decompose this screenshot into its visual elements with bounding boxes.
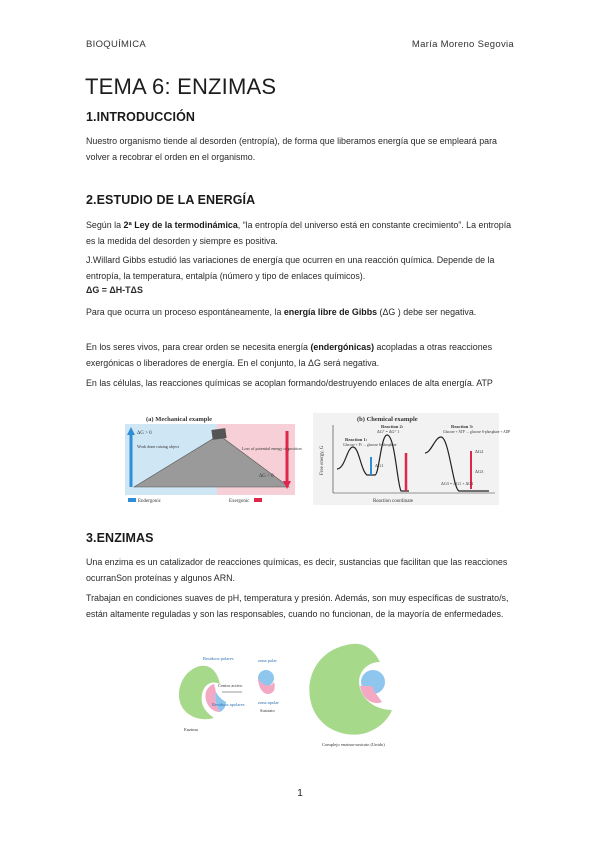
header-right: María Moreno Segovia — [411, 39, 514, 50]
reaction1-eq: Glucose + Pi → glucose 6-phosphate — [343, 443, 397, 447]
dg1-label: ΔG1 — [375, 463, 384, 468]
paragraph-gibbs: J.Willard Gibbs estudió las variaciones de energía que ocurren en una reacción química. Depende de la entropía, la temperatura, entalpía (número y tipo de enlaces químicos). — [86, 255, 495, 281]
figure-mechanical-example — [124, 413, 302, 505]
mech-right-label: Loss of potential energy of position — [242, 446, 302, 451]
paragraph-seres-vivos: En los seres vivos, para crear orden se necesita energía (endergónicas) acopladas a otras reacciones exergónicas o liberadores de energía. En el conjunto, la ΔG será negativa. — [86, 342, 493, 368]
label-active-center: Centro activo — [218, 683, 243, 688]
block-object — [211, 428, 226, 440]
legend-exergonic: Exergonic — [229, 499, 250, 504]
reaction2-title: Reaction 2: — [381, 424, 404, 429]
label-complex: Complejo enzima-sustrato (Unido) — [322, 742, 385, 747]
section-heading-enzimas: 3.ENZIMAS — [86, 531, 154, 545]
endergonic-term: (endergónicas) — [310, 342, 375, 352]
dg3-label: ΔG3 — [475, 469, 484, 474]
paragraph-entropia: Según la 2ª Ley de la termodinámica, “la entropía del universo está en constante crecimiento”. La entropía es la medida del desorden y siempre es positiva. — [86, 220, 512, 246]
mech-right-bottom: ΔG < 0 — [259, 474, 274, 479]
header-left: BIOQUÍMICA — [86, 39, 147, 50]
reaction3-title: Reaction 3: — [451, 424, 474, 429]
mechanical-title: (a) Mechanical example — [146, 416, 213, 423]
chem-y-label: Free energy, G — [320, 445, 325, 475]
chem-x-label: Reaction coordinate — [373, 499, 414, 504]
label-apolar-zone: zona apolar — [258, 700, 279, 705]
paragraph-celulas: En las células, las reacciones químicas se acoplan formando/destruyendo enlaces de alta energía. ATP — [86, 378, 493, 388]
mech-left-top: ΔG > 0 — [137, 431, 152, 436]
legend-endergonic: Endergonic — [138, 499, 161, 504]
section-heading-energia: 2.ESTUDIO DE LA ENERGÍA — [86, 193, 256, 207]
page-number: 1 — [297, 788, 303, 799]
mech-work-label: Work done raising object — [137, 444, 180, 449]
law-name: 2ª Ley de la termodinámica — [123, 220, 238, 230]
figure-chemical-example — [313, 413, 511, 505]
label-polar-zone: zona polar — [258, 658, 277, 663]
dg-sum: ΔG3 = ΔG1 + ΔG2 — [441, 481, 474, 486]
label-polar-residues: Residuos polares — [203, 656, 234, 661]
paragraph-enzima-def: Una enzima es un catalizador de reacciones químicas, es decir, sustancias que facilitan que las reacciones ocurranSon proteínas y algunos ARN. — [86, 557, 508, 583]
dg2-label: ΔG2 — [475, 449, 484, 454]
chemical-title: (b) Chemical example — [357, 416, 418, 423]
section-heading-introduccion: 1.INTRODUCCIÓN — [86, 110, 196, 124]
reaction3-eq: Glucose + ATP → glucose 6-phosphate + ADP — [443, 430, 511, 434]
gibbs-free-energy: energía libre de Gibbs — [283, 307, 378, 317]
gibbs-formula: ΔG = ΔH-TΔS — [86, 285, 143, 295]
page-title: TEMA 6: ENZIMAS — [85, 74, 277, 99]
paragraph-espontaneo: Para que ocurra un proceso espontáneamente, la energía libre de Gibbs (ΔG ) debe ser negativa. — [86, 307, 477, 317]
legend-exergonic-swatch — [254, 498, 262, 502]
legend-endergonic-swatch — [128, 498, 136, 502]
label-apolar-residues: Residuos apolares — [212, 702, 245, 707]
label-enzyme: Enzima — [184, 727, 198, 732]
paragraph-enzima-condiciones: Trabajan en condiciones suaves de pH, temperatura y presión. Además, son muy específicas de sustrato/s, están altamente reguladas y son las responsables, cuando no funcionan, de la mayoría de enfermedades. — [86, 593, 509, 619]
reaction1-title: Reaction 1: — [345, 437, 368, 442]
figure-enzyme-substrate — [170, 636, 430, 754]
label-substrate: Sustrato — [260, 708, 275, 713]
paragraph-intro: Nuestro organismo tiende al desorden (entropía), de forma que liberamos energía que se empleará para volver a recobrar el orden en el organismo. — [86, 136, 497, 162]
reaction2-eq: ΔG° = ΔG° 1 — [377, 429, 400, 434]
